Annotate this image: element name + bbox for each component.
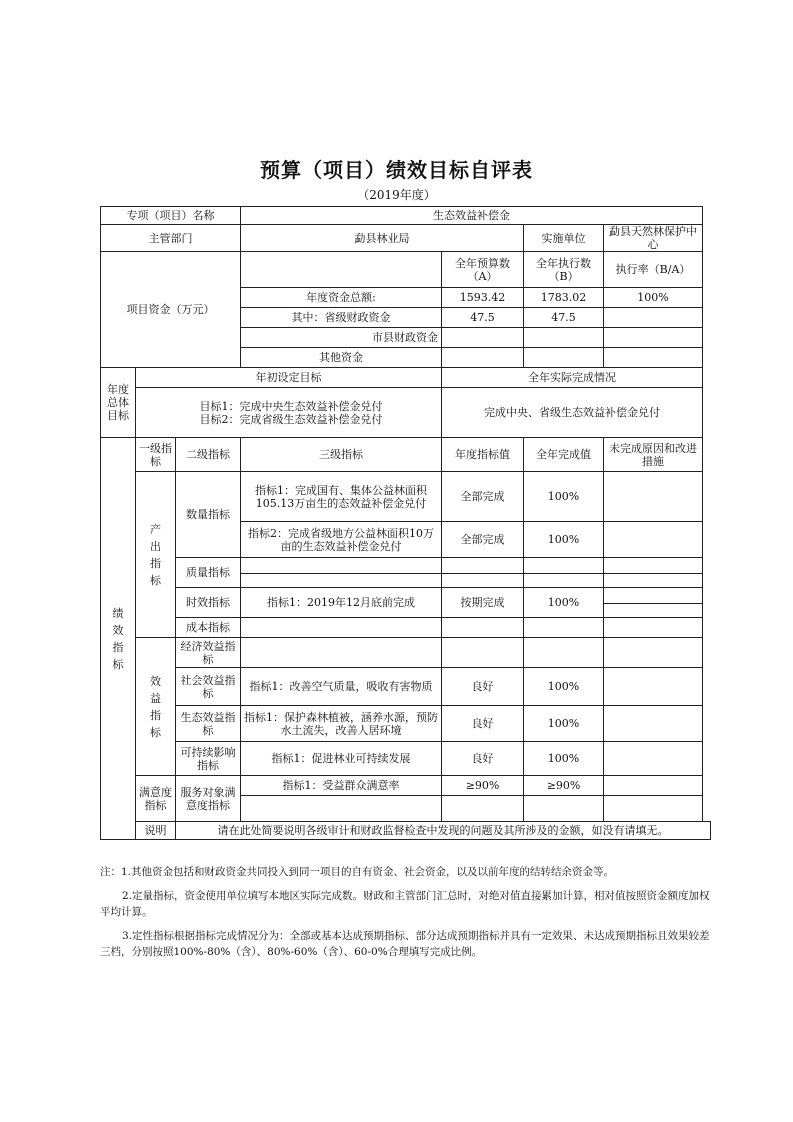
funds-col-budget: 全年预算数（A） xyxy=(442,252,524,288)
social-label: 社会效益指标 xyxy=(176,668,241,706)
empty-cell xyxy=(604,574,703,588)
indicators-label xyxy=(101,438,136,840)
eco-actual: 100% xyxy=(524,706,604,742)
h-actual: 全年完成值 xyxy=(524,438,604,472)
footnote: 2.定量指标，资金使用单位填写本地区实际完成数。财政和主管部门汇总时，对绝对值直接累加计算，相对值按照资金额度加权平均计算。 xyxy=(100,890,710,918)
table-row xyxy=(101,438,711,472)
funds-label: 项目资金（万元） xyxy=(101,252,241,368)
empty-cell xyxy=(524,574,604,588)
table-row xyxy=(101,368,711,388)
funds-row-exec: 47.5 xyxy=(524,308,604,328)
funds-row-label: 年度资金总额: xyxy=(241,288,442,308)
exec-unit-value: 勐县天然林保护中心 xyxy=(604,225,703,252)
social-actual: 100% xyxy=(524,668,604,706)
footnote: 注：1.其他资金包括和财政资金共同投入到同一项目的自有资金、社会资金，以及以前年度的结转结余资金等。 xyxy=(100,866,615,878)
funds-row-budget: 47.5 xyxy=(442,308,524,328)
empty-cell xyxy=(241,252,442,288)
benefit-label xyxy=(136,638,176,776)
dept-label: 主管部门 xyxy=(101,225,241,252)
sustain-actual: 100% xyxy=(524,742,604,776)
time-actual: 100% xyxy=(524,588,604,618)
h-level3: 三级指标 xyxy=(241,438,442,472)
empty-cell xyxy=(604,742,703,776)
quality-label: 质量指标 xyxy=(176,558,241,588)
funds-row-exec xyxy=(524,348,604,368)
quantity-indicator-1: 指标1：完成国有、集体公益林面积105.13万亩生的态效益补偿金兑付 xyxy=(241,472,442,522)
empty-cell xyxy=(604,776,703,796)
goal-line: 目标2：完成省级生态效益补偿金兑付 xyxy=(199,412,383,426)
table-row xyxy=(101,588,711,604)
empty-cell xyxy=(604,796,703,822)
table-row xyxy=(101,776,711,796)
empty-cell xyxy=(604,604,703,618)
funds-row-rate: 100% xyxy=(604,288,703,308)
goals-label: 年度总体目标 xyxy=(101,368,136,438)
project-name-value: 生态效益补偿金 xyxy=(241,207,703,225)
empty-cell xyxy=(241,638,442,668)
table-row xyxy=(101,668,711,706)
empty-cell xyxy=(442,618,524,638)
indicators-label-text: 绩效指标 xyxy=(112,606,124,671)
social-target: 良好 xyxy=(442,668,524,706)
time-label: 时效指标 xyxy=(176,588,241,618)
social-indicator: 指标1：改善空气质量，吸收有害物质 xyxy=(241,668,442,706)
satisfaction-indicator: 指标1：受益群众满意率 xyxy=(241,776,442,796)
eco-indicator: 指标1：保护森林植被，涵养水源，预防水土流失，改善人居环境 xyxy=(241,706,442,742)
goals-set-header: 年初设定目标 xyxy=(136,368,442,388)
empty-cell xyxy=(524,796,604,822)
h-reason: 未完成原因和改进措施 xyxy=(604,438,703,472)
empty-cell xyxy=(442,796,524,822)
table-row xyxy=(101,388,711,438)
funds-row-rate xyxy=(604,308,703,328)
satisfaction-label: 满意度指标 xyxy=(136,776,176,822)
funds-row-label: 其他资金 xyxy=(241,348,442,368)
empty-cell xyxy=(442,574,524,588)
output-label xyxy=(136,472,176,638)
empty-cell xyxy=(241,796,442,822)
table-row xyxy=(101,742,711,776)
remark-label: 说明 xyxy=(136,822,176,840)
funds-row-budget xyxy=(442,328,524,348)
econ-label: 经济效益指标 xyxy=(176,638,241,668)
funds-col-rate: 执行率（B/A） xyxy=(604,252,703,288)
output-label-text: 产出指标 xyxy=(150,522,161,587)
quantity-2-target: 全部完成 xyxy=(442,522,524,558)
table-row xyxy=(101,252,711,288)
empty-cell xyxy=(442,558,524,574)
goals-set xyxy=(136,388,442,438)
table-row xyxy=(101,618,711,638)
table-row xyxy=(101,225,711,252)
table-row xyxy=(101,706,711,742)
funds-row-label: 市县财政资金 xyxy=(241,328,442,348)
eco-label: 生态效益指标 xyxy=(176,706,241,742)
exec-unit-label: 实施单位 xyxy=(524,225,604,252)
dept-value: 勐县林业局 xyxy=(241,225,524,252)
cost-label: 成本指标 xyxy=(176,618,241,638)
h-level2: 二级指标 xyxy=(176,438,241,472)
sustain-indicator: 指标1：促进林业可持续发展 xyxy=(241,742,442,776)
quantity-indicator-2: 指标2：完成省级地方公益林面积10万亩的生态效益补偿金兑付 xyxy=(241,522,442,558)
quantity-1-target: 全部完成 xyxy=(442,472,524,522)
funds-row-rate xyxy=(604,348,703,368)
quantity-1-actual: 100% xyxy=(524,472,604,522)
empty-cell xyxy=(604,668,703,706)
funds-row-budget: 1593.42 xyxy=(442,288,524,308)
self-evaluation-table xyxy=(100,206,711,840)
empty-cell xyxy=(604,588,703,604)
benefit-label-text: 效益指标 xyxy=(150,674,161,739)
empty-cell xyxy=(604,558,703,574)
empty-cell xyxy=(241,618,442,638)
empty-cell xyxy=(241,558,442,574)
empty-cell xyxy=(604,638,703,668)
table-row xyxy=(101,472,711,522)
table-row xyxy=(101,207,711,225)
sustain-target: 良好 xyxy=(442,742,524,776)
table-row xyxy=(101,822,711,840)
satisfaction-target: ≥90% xyxy=(442,776,524,796)
funds-row-label: 其中：省级财政资金 xyxy=(241,308,442,328)
empty-cell xyxy=(604,618,703,638)
h-level1: 一级指标 xyxy=(136,438,176,472)
empty-cell xyxy=(524,638,604,668)
footnotes xyxy=(100,864,715,960)
funds-row-budget xyxy=(442,348,524,368)
footnote: 3.定性指标根据指标完成情况分为：全部或基本达成预期指标、部分达成预期指标并具有一定效果、未达成预期指标且效果较差三档，分别按照100%-80%（含）、80%-60%（含）、60-0%合理填写完成比例。 xyxy=(100,930,710,958)
quantity-label: 数量指标 xyxy=(176,472,241,558)
goals-actual: 完成中央、省级生态效益补偿金兑付 xyxy=(442,388,703,438)
empty-cell xyxy=(524,558,604,574)
h-target: 年度指标值 xyxy=(442,438,524,472)
empty-cell xyxy=(442,638,524,668)
quantity-2-actual: 100% xyxy=(524,522,604,558)
funds-row-exec xyxy=(524,328,604,348)
time-target: 按期完成 xyxy=(442,588,524,618)
empty-cell xyxy=(524,618,604,638)
table-row xyxy=(101,638,711,668)
satisfaction-actual: ≥90% xyxy=(524,776,604,796)
table-row xyxy=(101,558,711,574)
goals-actual-header: 全年实际完成情况 xyxy=(442,368,703,388)
quantity-1-reason xyxy=(604,472,703,522)
eco-target: 良好 xyxy=(442,706,524,742)
funds-row-exec: 1783.02 xyxy=(524,288,604,308)
remark-text: 请在此处简要说明各级审计和财政监督检查中发现的问题及其所涉及的金额，如没有请填无。 xyxy=(176,822,711,840)
time-indicator: 指标1：2019年12月底前完成 xyxy=(241,588,442,618)
empty-cell xyxy=(241,574,442,588)
report-year: （2019年度） xyxy=(357,188,436,202)
goal-line: 目标1：完成中央生态效益补偿金兑付 xyxy=(199,399,383,413)
project-name-label: 专项（项目）名称 xyxy=(101,207,241,225)
funds-row-rate xyxy=(604,328,703,348)
funds-col-exec: 全年执行数（B） xyxy=(524,252,604,288)
quantity-2-reason xyxy=(604,522,703,558)
empty-cell xyxy=(604,706,703,742)
page-title: 预算（项目）绩效目标自评表 xyxy=(260,158,533,182)
service-satisfaction-label: 服务对象满意度指标 xyxy=(176,776,241,822)
sustain-label: 可持续影响指标 xyxy=(176,742,241,776)
